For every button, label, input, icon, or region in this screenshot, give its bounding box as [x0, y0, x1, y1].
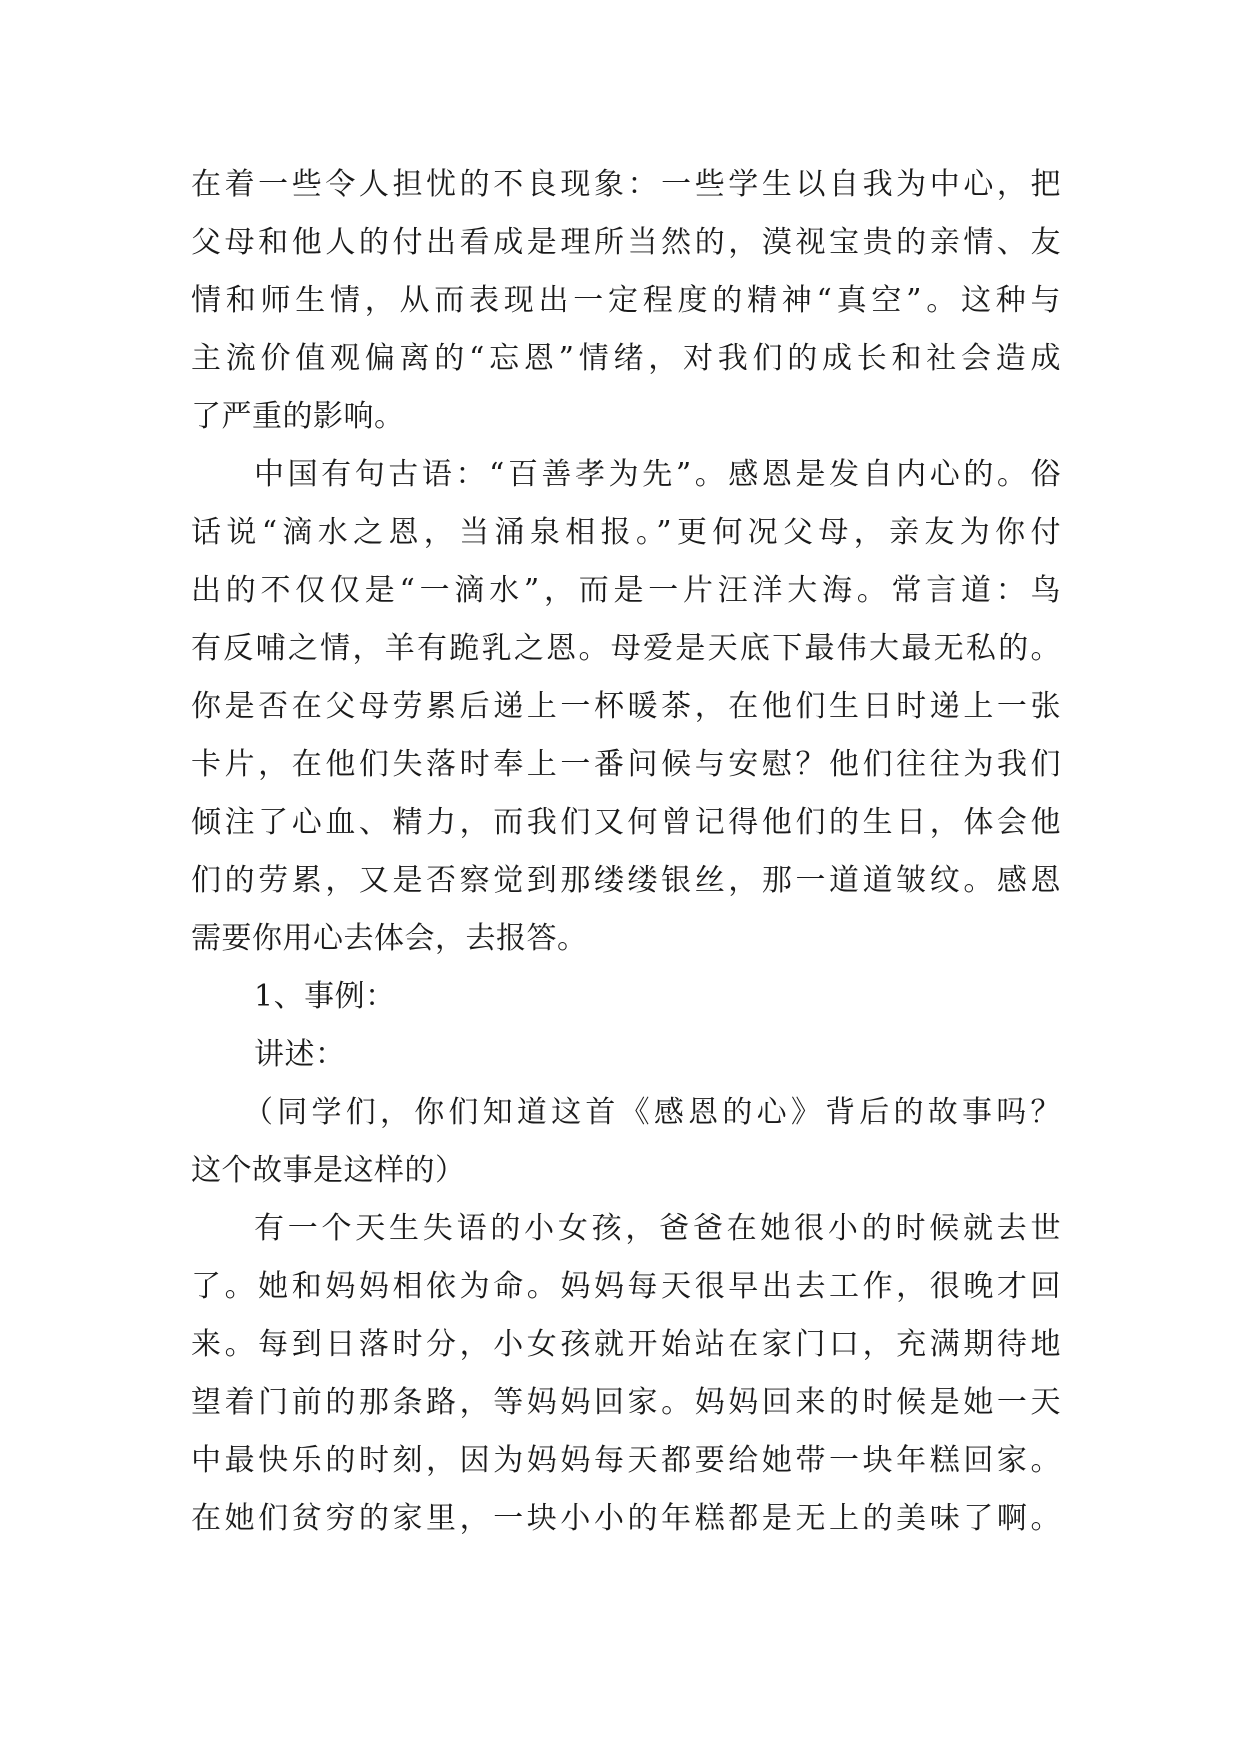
paragraph-continuation: [191, 156, 1061, 446]
text-line: 1、事例：: [254, 979, 396, 1014]
text-line: 话说“滴水之恩，当涌泉相报。”更何况父母，亲友为你付: [191, 515, 1061, 550]
text-line: 这个故事是这样的）: [191, 1153, 466, 1188]
paragraph-gratitude: [191, 446, 1061, 968]
text-line: 有一个天生失语的小女孩，爸爸在她很小的时候就去世: [254, 1211, 1061, 1246]
text-line: 情和师生情，从而表现出一定程度的精神“真空”。这种与: [191, 283, 1061, 318]
text-line: 在着一些令人担忧的不良现象：一些学生以自我为中心，把: [191, 167, 1061, 202]
text-line: （同学们，你们知道这首《感恩的心》背后的故事吗？: [243, 1095, 1061, 1130]
text-line: 望着门前的那条路，等妈妈回家。妈妈回来的时候是她一天: [191, 1385, 1061, 1420]
section-heading-example: [191, 968, 1061, 1026]
text-line: 父母和他人的付出看成是理所当然的，漠视宝贵的亲情、友: [191, 225, 1061, 260]
text-line: 来。每到日落时分，小女孩就开始站在家门口，充满期待地: [191, 1327, 1061, 1362]
body-text: [191, 156, 1061, 1548]
text-line: 倾注了心血、精力，而我们又何曾记得他们的生日，体会他: [191, 805, 1061, 840]
paragraph-story: [191, 1200, 1061, 1548]
text-line: 中最快乐的时刻，因为妈妈每天都要给她带一块年糕回家。: [191, 1443, 1061, 1478]
text-line: 了。她和妈妈相依为命。妈妈每天很早出去工作，很晚才回: [191, 1269, 1061, 1304]
text-line: 中国有句古语：“百善孝为先”。感恩是发自内心的。俗: [254, 457, 1061, 492]
text-line: 有反哺之情，羊有跪乳之恩。母爱是天底下最伟大最无私的。: [191, 631, 1061, 666]
text-line: 卡片，在他们失落时奉上一番问候与安慰？他们往往为我们: [191, 747, 1061, 782]
text-line: 讲述：: [254, 1037, 346, 1072]
text-line: 需要你用心去体会，去报答。: [191, 921, 588, 956]
section-heading-narration: [191, 1026, 1061, 1084]
text-line: 主流价值观偏离的“忘恩”情绪，对我们的成长和社会造成: [191, 341, 1061, 376]
text-line: 了严重的影响。: [191, 399, 405, 434]
text-line: 出的不仅仅是“一滴水”，而是一片汪洋大海。常言道：鸟: [191, 573, 1061, 608]
text-line: 们的劳累，又是否察觉到那缕缕银丝，那一道道皱纹。感恩: [191, 863, 1061, 898]
text-line: 你是否在父母劳累后递上一杯暖茶，在他们生日时递上一张: [191, 689, 1061, 724]
paragraph-aside: [191, 1084, 1061, 1200]
text-line: 在她们贫穷的家里，一块小小的年糕都是无上的美味了啊。: [191, 1501, 1061, 1536]
